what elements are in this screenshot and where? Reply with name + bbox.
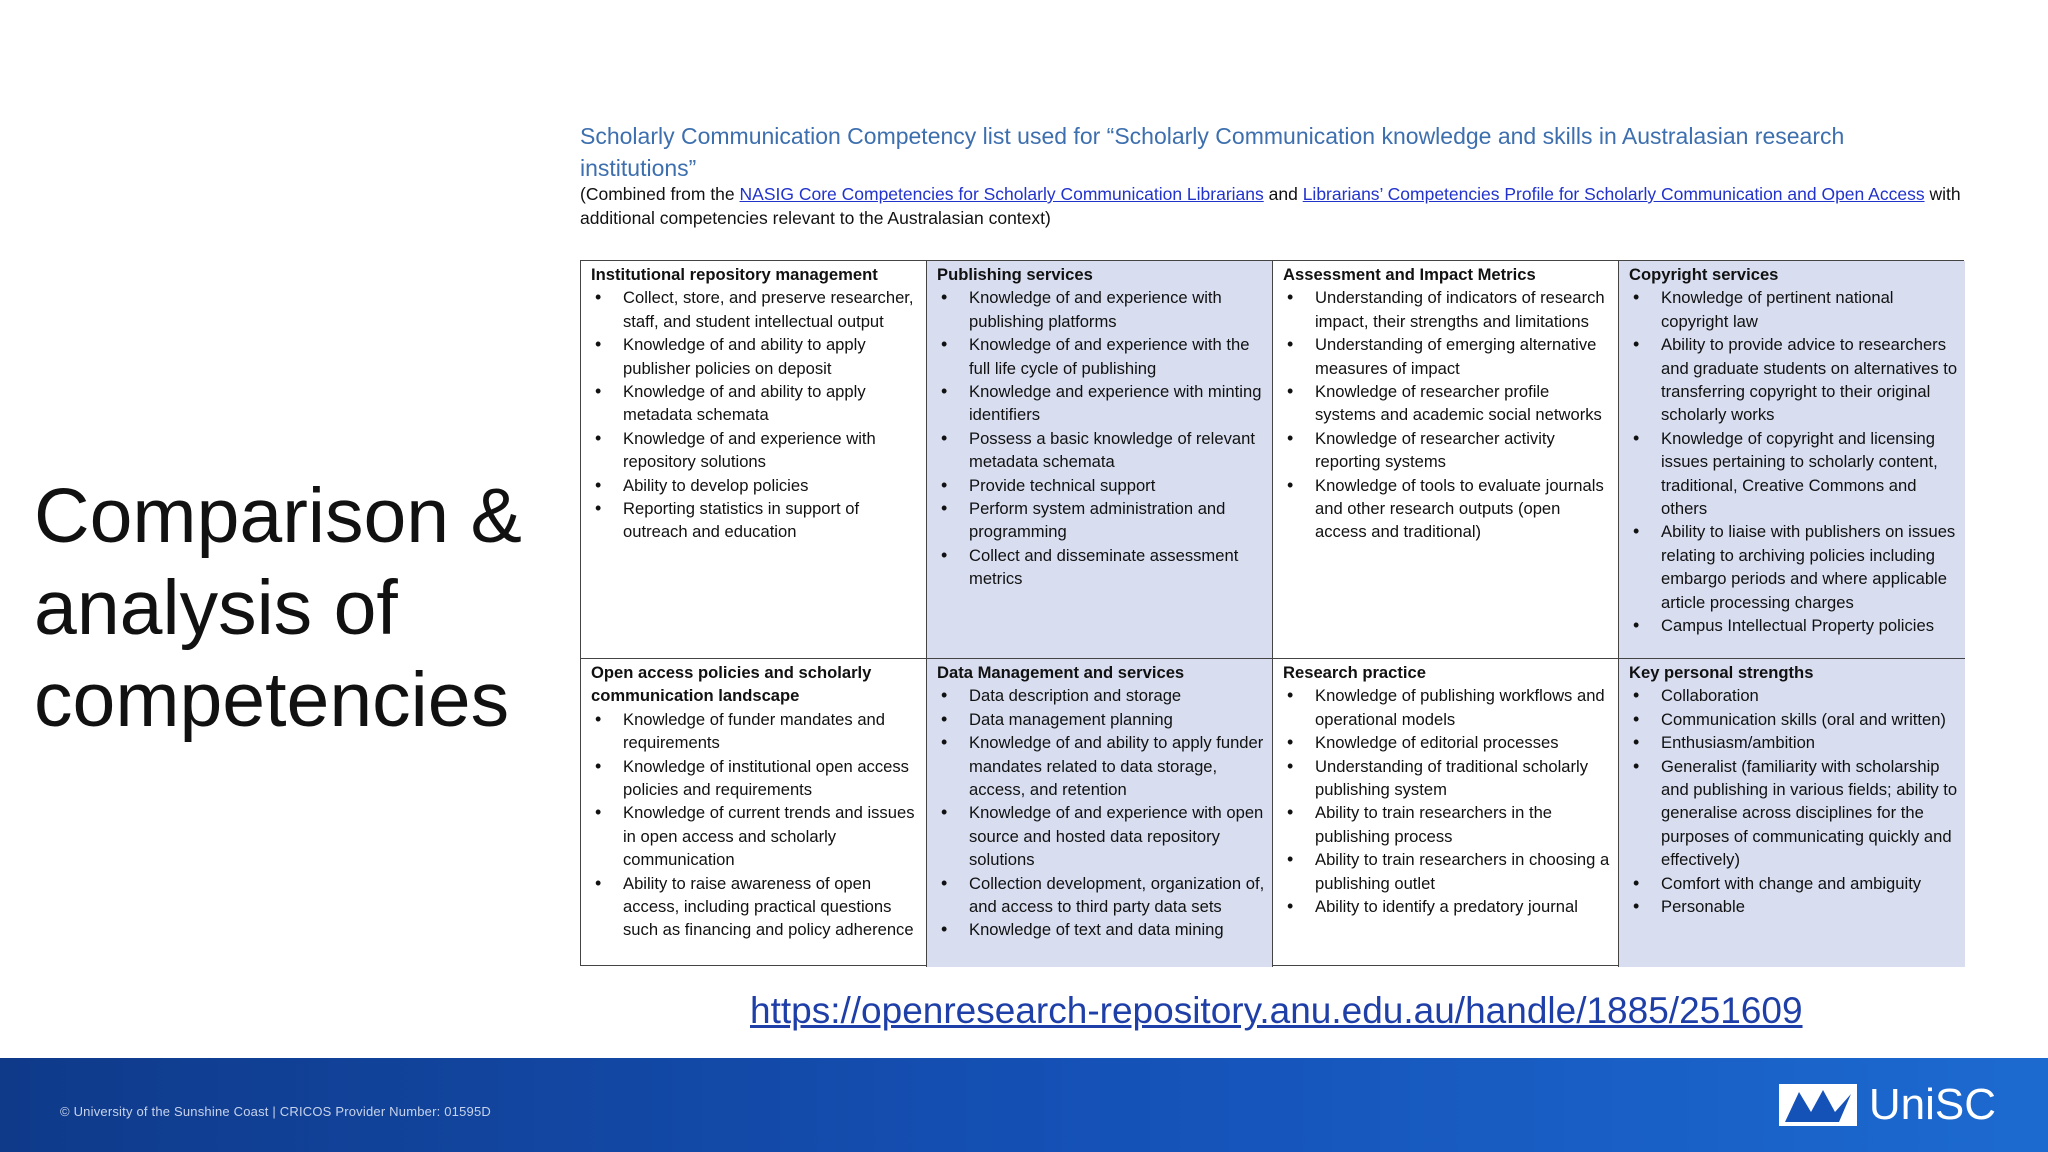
competency-list	[937, 684, 1266, 941]
competency-list	[1629, 684, 1959, 918]
competency-cell-title: Institutional repository management	[591, 265, 878, 284]
competency-item: • Knowledge of tools to evaluate journals and other research outputs (open access and traditional)	[1283, 474, 1612, 544]
competency-item: • Knowledge of and experience with the full life cycle of publishing	[937, 333, 1266, 380]
competency-cell	[581, 261, 927, 659]
competency-item: • Knowledge of text and data mining	[937, 918, 1266, 941]
competency-cell	[927, 261, 1273, 659]
subtitle-and: and	[1263, 184, 1303, 204]
title-line: analysis of	[34, 564, 398, 651]
competency-item: • Campus Intellectual Property policies	[1629, 614, 1959, 637]
competency-item: • Knowledge of funder mandates and requirements	[591, 708, 920, 755]
footer-copyright: © University of the Sunshine Coast | CRICOS Provider Number: 01595D	[60, 1104, 491, 1119]
competency-item: • Generalist (familiarity with scholarship and publishing in various fields; ability to generalise across disciplines for the purposes of communicating quickly and effectively)	[1629, 755, 1959, 872]
competency-item: • Knowledge of and experience with publishing platforms	[937, 286, 1266, 333]
competency-item: • Reporting statistics in support of outreach and education	[591, 497, 920, 544]
competency-cell-title: Research practice	[1283, 663, 1426, 682]
competency-item: • Ability to identify a predatory journal	[1283, 895, 1612, 918]
title-line: competencies	[34, 656, 510, 743]
competency-item: • Collection development, organization of, and access to third party data sets	[937, 872, 1266, 919]
title-line: Comparison &	[34, 472, 522, 559]
competency-list	[937, 286, 1266, 590]
competency-item: • Knowledge of copyright and licensing issues pertaining to scholarly content, traditional, Creative Commons and others	[1629, 427, 1959, 521]
librarians-profile-link[interactable]: Librarians’ Competencies Profile for Scholarly Communication and Open Access	[1302, 184, 1925, 204]
competency-item: • Collaboration	[1629, 684, 1959, 707]
competency-item: • Knowledge of researcher profile systems and academic social networks	[1283, 380, 1612, 427]
competency-item: • Perform system administration and programming	[937, 497, 1266, 544]
competency-item: • Knowledge of and experience with open source and hosted data repository solutions	[937, 801, 1266, 871]
subtitle-suffix: with additional competencies relevant to the Australasian context)	[580, 184, 1961, 228]
competency-cell-title: Data Management and services	[937, 663, 1185, 682]
competency-item: • Comfort with change and ambiguity	[1629, 872, 1959, 895]
footer-bar	[0, 1058, 2048, 1152]
competency-item: • Collect and disseminate assessment metrics	[937, 544, 1266, 591]
competency-item: • Knowledge of current trends and issues in open access and scholarly communication	[591, 801, 920, 871]
competency-cell-title: Copyright services	[1629, 265, 1779, 284]
competency-cell	[1273, 659, 1619, 967]
competency-item: • Data description and storage	[937, 684, 1266, 707]
competency-item: • Knowledge of and ability to apply funder mandates related to data storage, access, and retention	[937, 731, 1266, 801]
competency-item: • Knowledge of editorial processes	[1283, 731, 1612, 754]
competency-cell-title: Publishing services	[937, 265, 1093, 284]
competency-item: • Data management planning	[937, 708, 1266, 731]
competency-list	[591, 286, 920, 543]
competency-item: • Communication skills (oral and written)	[1629, 708, 1959, 731]
competency-cell	[1273, 261, 1619, 659]
competency-list	[591, 708, 920, 942]
competency-item: • Ability to develop policies	[591, 474, 920, 497]
competency-item: • Collect, store, and preserve researcher, staff, and student intellectual output	[591, 286, 920, 333]
competency-item: • Understanding of emerging alternative measures of impact	[1283, 333, 1612, 380]
nasig-link[interactable]: NASIG Core Competencies for Scholarly Communication Librarians	[739, 184, 1264, 204]
competency-item: • Personable	[1629, 895, 1959, 918]
unisc-logo	[1779, 1080, 1996, 1130]
competency-list	[1629, 286, 1959, 637]
competency-item: • Knowledge of researcher activity reporting systems	[1283, 427, 1612, 474]
competency-item: • Provide technical support	[937, 474, 1266, 497]
competency-table	[580, 260, 1964, 966]
competency-list	[1283, 286, 1612, 543]
slide-title	[34, 470, 554, 746]
unisc-logo-icon	[1779, 1082, 1859, 1128]
subtitle-prefix: (Combined from the	[580, 184, 740, 204]
competency-cell-title: Assessment and Impact Metrics	[1283, 265, 1536, 284]
competency-cell	[1619, 659, 1965, 967]
logo-text: UniSC	[1868, 1080, 1996, 1129]
competency-item: • Knowledge of and experience with repository solutions	[591, 427, 920, 474]
competency-item: • Enthusiasm/ambition	[1629, 731, 1959, 754]
competency-item: • Ability to raise awareness of open access, including practical questions such as financing and policy adherence	[591, 872, 920, 942]
document-subtitle	[580, 182, 1970, 230]
source-url-link[interactable]: https://openresearch-repository.anu.edu.au/handle/1885/251609	[750, 990, 1803, 1031]
document-heading: Scholarly Communication Competency list used for “Scholarly Communication knowledge and skills in Australasian research institutions”	[580, 123, 1845, 181]
competency-cell-title: Key personal strengths	[1629, 663, 1814, 682]
competency-cell	[1619, 261, 1965, 659]
competency-item: • Possess a basic knowledge of relevant metadata schemata	[937, 427, 1266, 474]
competency-cell	[927, 659, 1273, 967]
competency-item: • Understanding of traditional scholarly publishing system	[1283, 755, 1612, 802]
competency-list	[1283, 684, 1612, 918]
competency-item: • Knowledge of institutional open access policies and requirements	[591, 755, 920, 802]
competency-item: • Knowledge of and ability to apply publisher policies on deposit	[591, 333, 920, 380]
competency-item: • Understanding of indicators of research impact, their strengths and limitations	[1283, 286, 1612, 333]
competency-item: • Knowledge of pertinent national copyright law	[1629, 286, 1959, 333]
competency-cell	[581, 659, 927, 967]
competency-item: • Ability to liaise with publishers on issues relating to archiving policies including embargo periods and where applicable article processing charges	[1629, 520, 1959, 614]
competency-item: • Knowledge of and ability to apply metadata schemata	[591, 380, 920, 427]
competency-item: • Ability to train researchers in choosing a publishing outlet	[1283, 848, 1612, 895]
competency-item: • Ability to train researchers in the publishing process	[1283, 801, 1612, 848]
competency-item: • Knowledge and experience with minting identifiers	[937, 380, 1266, 427]
competency-item: • Knowledge of publishing workflows and operational models	[1283, 684, 1612, 731]
competency-item: • Ability to provide advice to researchers and graduate students on alternatives to transferring copyright to their original scholarly works	[1629, 333, 1959, 427]
competency-document-image	[574, 120, 1970, 1040]
competency-cell-title: Open access policies and scholarly communication landscape	[591, 663, 872, 706]
